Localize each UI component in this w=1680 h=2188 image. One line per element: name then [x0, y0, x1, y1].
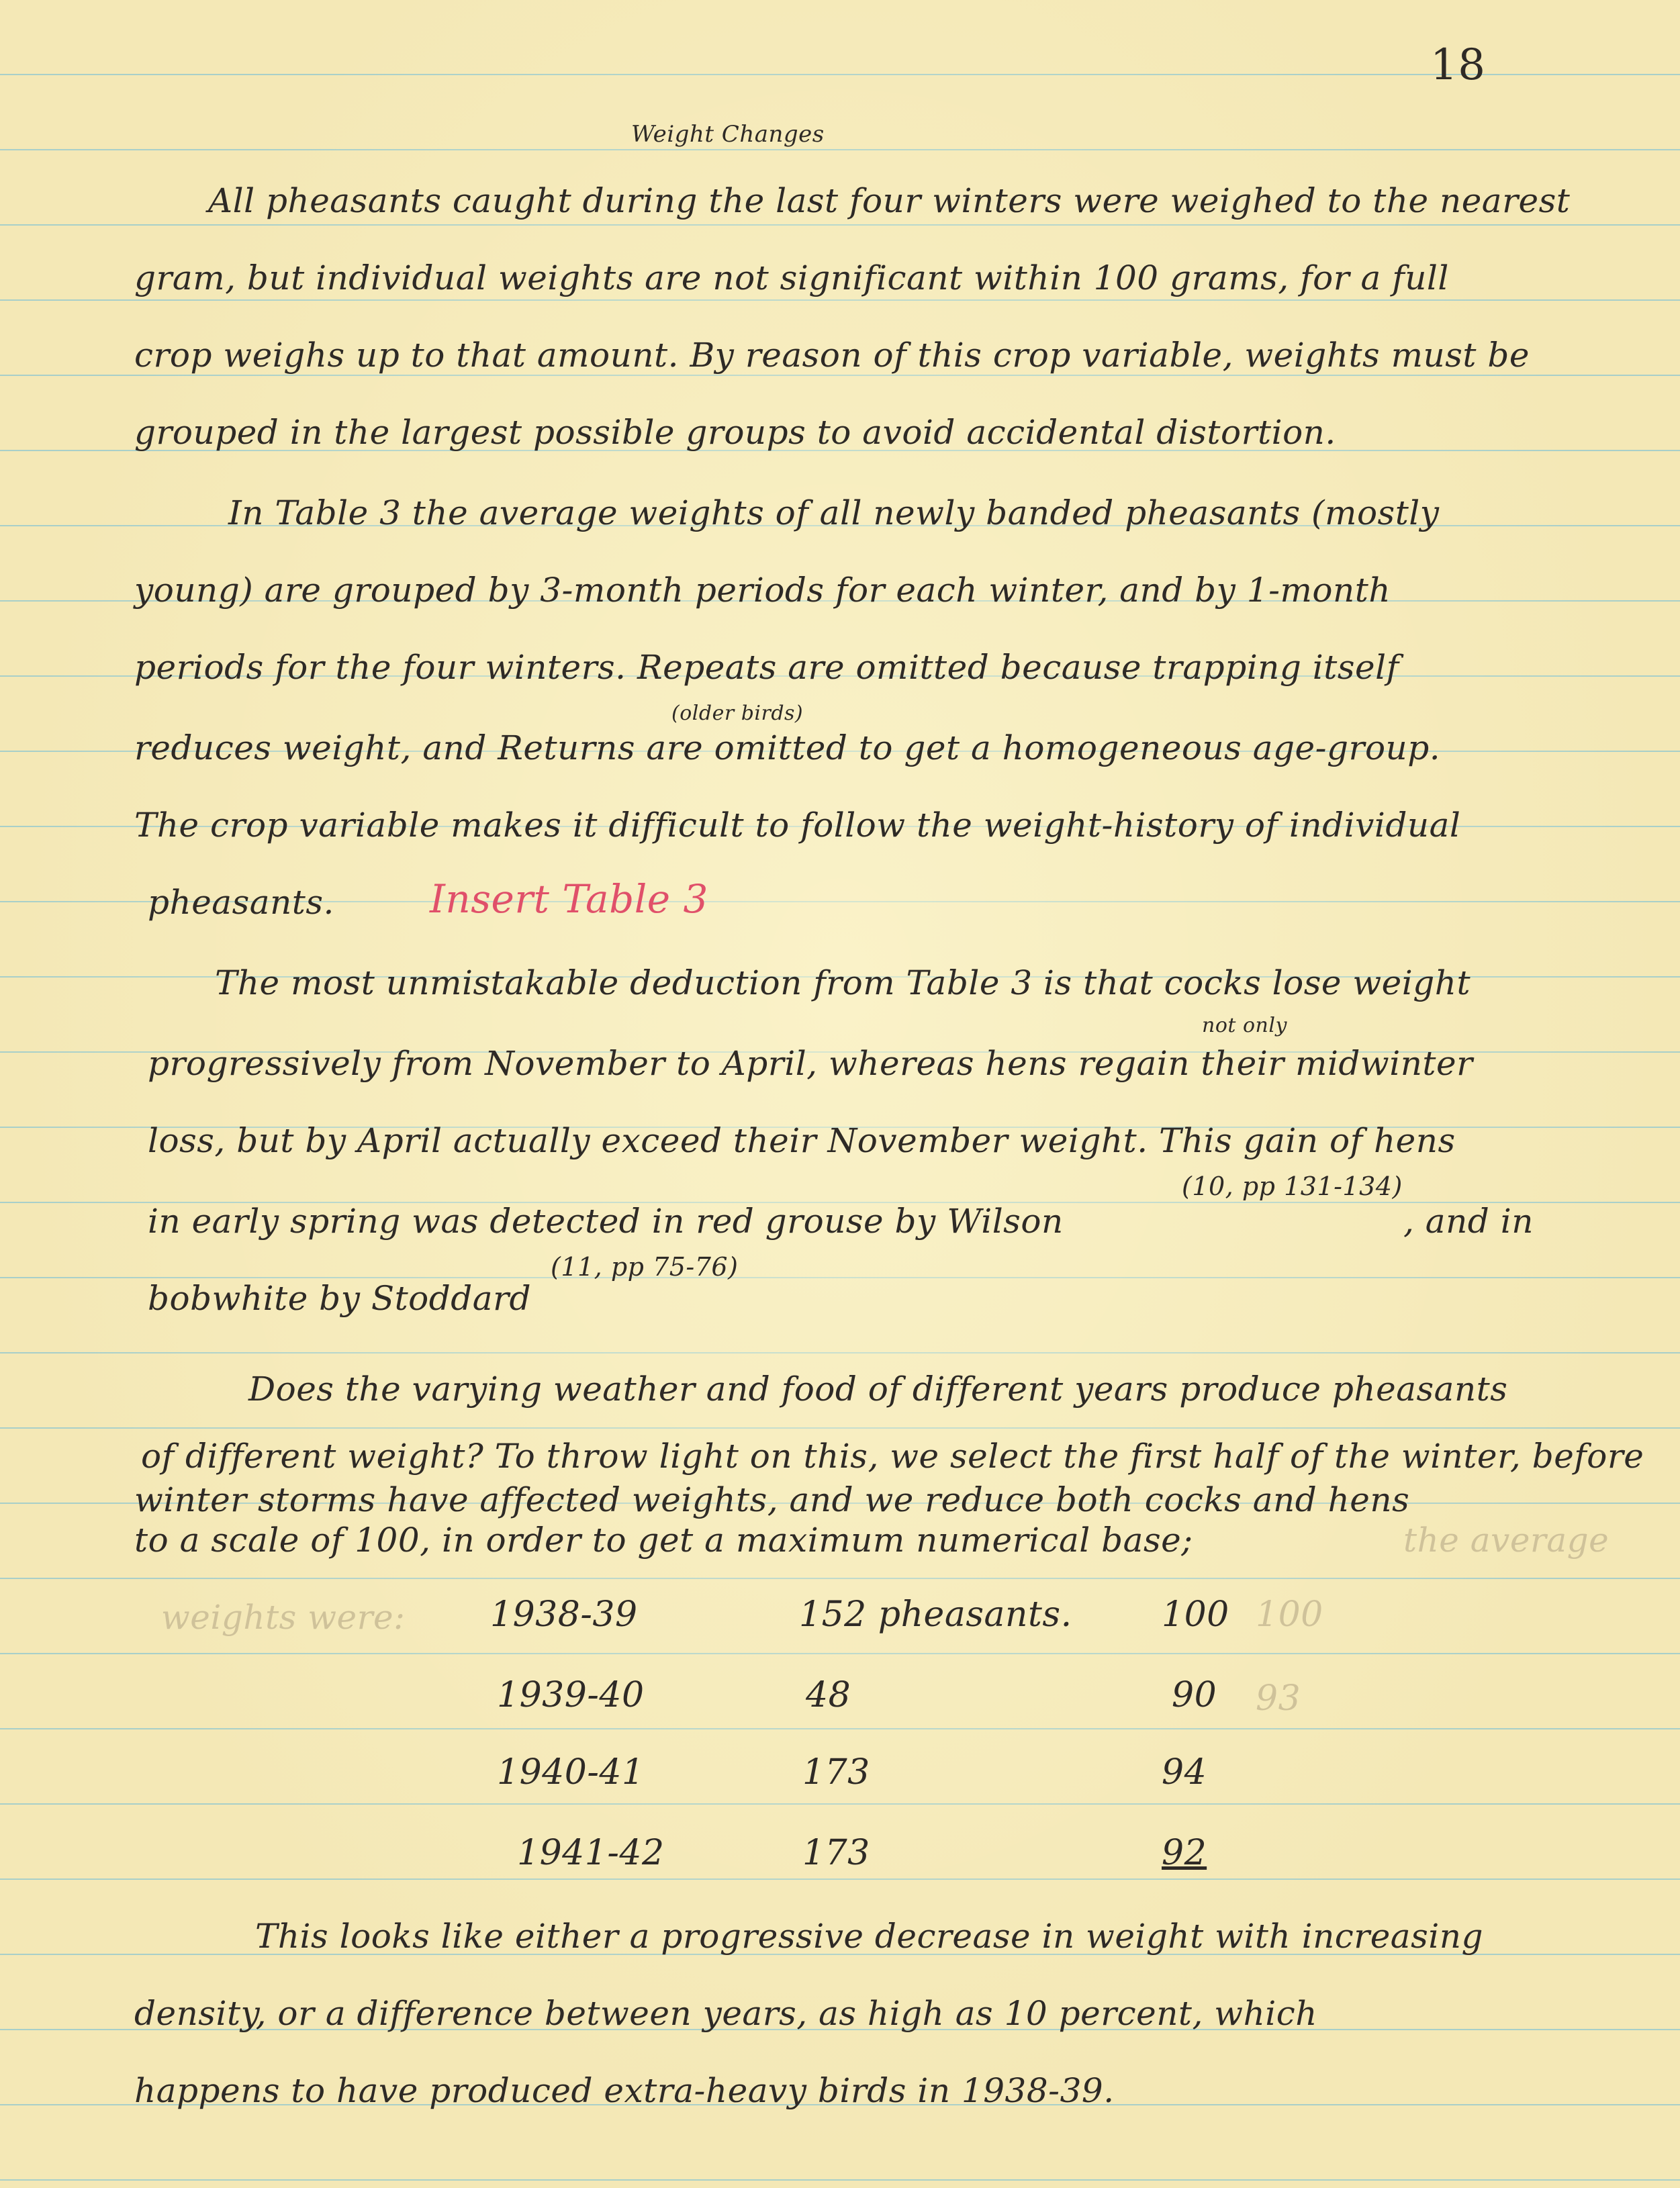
paragraph-line: bobwhite by Stoddard — [148, 1279, 532, 1318]
paragraph-line: in early spring was detected in red grouse by Wilson — [148, 1202, 1064, 1241]
table-count: 48 — [806, 1675, 851, 1715]
table-index: 94 — [1162, 1752, 1207, 1793]
struck-text: the average — [1403, 1521, 1609, 1560]
struck-text: weights were: — [161, 1598, 406, 1637]
paragraph-line: periods for the four winters. Repeats are omitted because trapping itself — [134, 648, 1399, 687]
table-struck-index: 100 — [1256, 1595, 1323, 1635]
paragraph-line: In Table 3 the average weights of all newly banded pheasants (mostly — [228, 493, 1440, 532]
paragraph-line-end: , and in — [1403, 1202, 1534, 1241]
citation-stoddard: (11, pp 75-76) — [551, 1252, 739, 1282]
paragraph-line: happens to have produced extra-heavy birds in 1938-39. — [134, 2071, 1115, 2110]
paragraph-line: pheasants. — [148, 883, 334, 922]
paragraph-line: young) are grouped by 3-month periods for each winter, and by 1-month — [134, 571, 1391, 610]
table-struck-index: 93 — [1256, 1678, 1301, 1719]
table-index: 100 — [1162, 1595, 1229, 1635]
table-index: 90 — [1172, 1675, 1217, 1715]
paragraph-line: All pheasants caught during the last four winters were weighed to the nearest — [208, 181, 1571, 220]
table-year: 1939-40 — [497, 1675, 645, 1715]
table-year: 1941-42 — [517, 1833, 665, 1873]
table-count: 173 — [802, 1833, 870, 1873]
paragraph-line: This looks like either a progressive decrease in weight with increasing — [255, 1917, 1483, 1956]
table-year: 1938-39 — [490, 1595, 638, 1635]
paragraph-line: grouped in the largest possible groups to avoid accidental distortion. — [134, 413, 1336, 452]
paragraph-line: winter storms have affected weights, and we reduce both cocks and hens — [134, 1480, 1410, 1519]
paragraph-line: Does the varying weather and food of different years produce pheasants — [248, 1370, 1508, 1409]
section-heading: Weight Changes — [631, 121, 825, 148]
paragraph-line: progressively from November to April, whereas hens regain their midwinter — [148, 1044, 1473, 1083]
insertion-older-birds: (older birds) — [671, 702, 804, 725]
table-index: 92 — [1162, 1833, 1207, 1873]
paragraph-line: crop weighs up to that amount. By reason of this crop variable, weights must be — [134, 336, 1530, 375]
paragraph-line: gram, but individual weights are not significant within 100 grams, for a full — [134, 258, 1449, 297]
paragraph-line: The most unmistakable deduction from Table 3 is that cocks lose weight — [215, 963, 1471, 1002]
paragraph-line: The crop variable makes it difficult to follow the weight-history of individual — [134, 806, 1461, 845]
insertion-not-only: not only — [1202, 1014, 1287, 1037]
table-year: 1940-41 — [497, 1752, 645, 1793]
paragraph-line: density, or a difference between years, as high as 10 percent, which — [134, 1994, 1317, 2033]
paragraph-line: to a scale of 100, in order to get a maximum numerical base; — [134, 1521, 1193, 1560]
paragraph-line: loss, but by April actually exceed their November weight. This gain of hens — [148, 1121, 1456, 1160]
table-count: 152 pheasants. — [799, 1595, 1072, 1635]
paragraph-line: of different weight? To throw light on this, we select the first half of the winter, before — [141, 1437, 1644, 1476]
table-count: 173 — [802, 1752, 870, 1793]
paragraph-line: reduces weight, and Returns are omitted to get a homogeneous age-group. — [134, 728, 1441, 767]
page-number: 18 — [1430, 40, 1486, 90]
insert-table-note: Insert Table 3 — [430, 876, 708, 922]
citation-wilson: (10, pp 131-134) — [1182, 1172, 1403, 1201]
